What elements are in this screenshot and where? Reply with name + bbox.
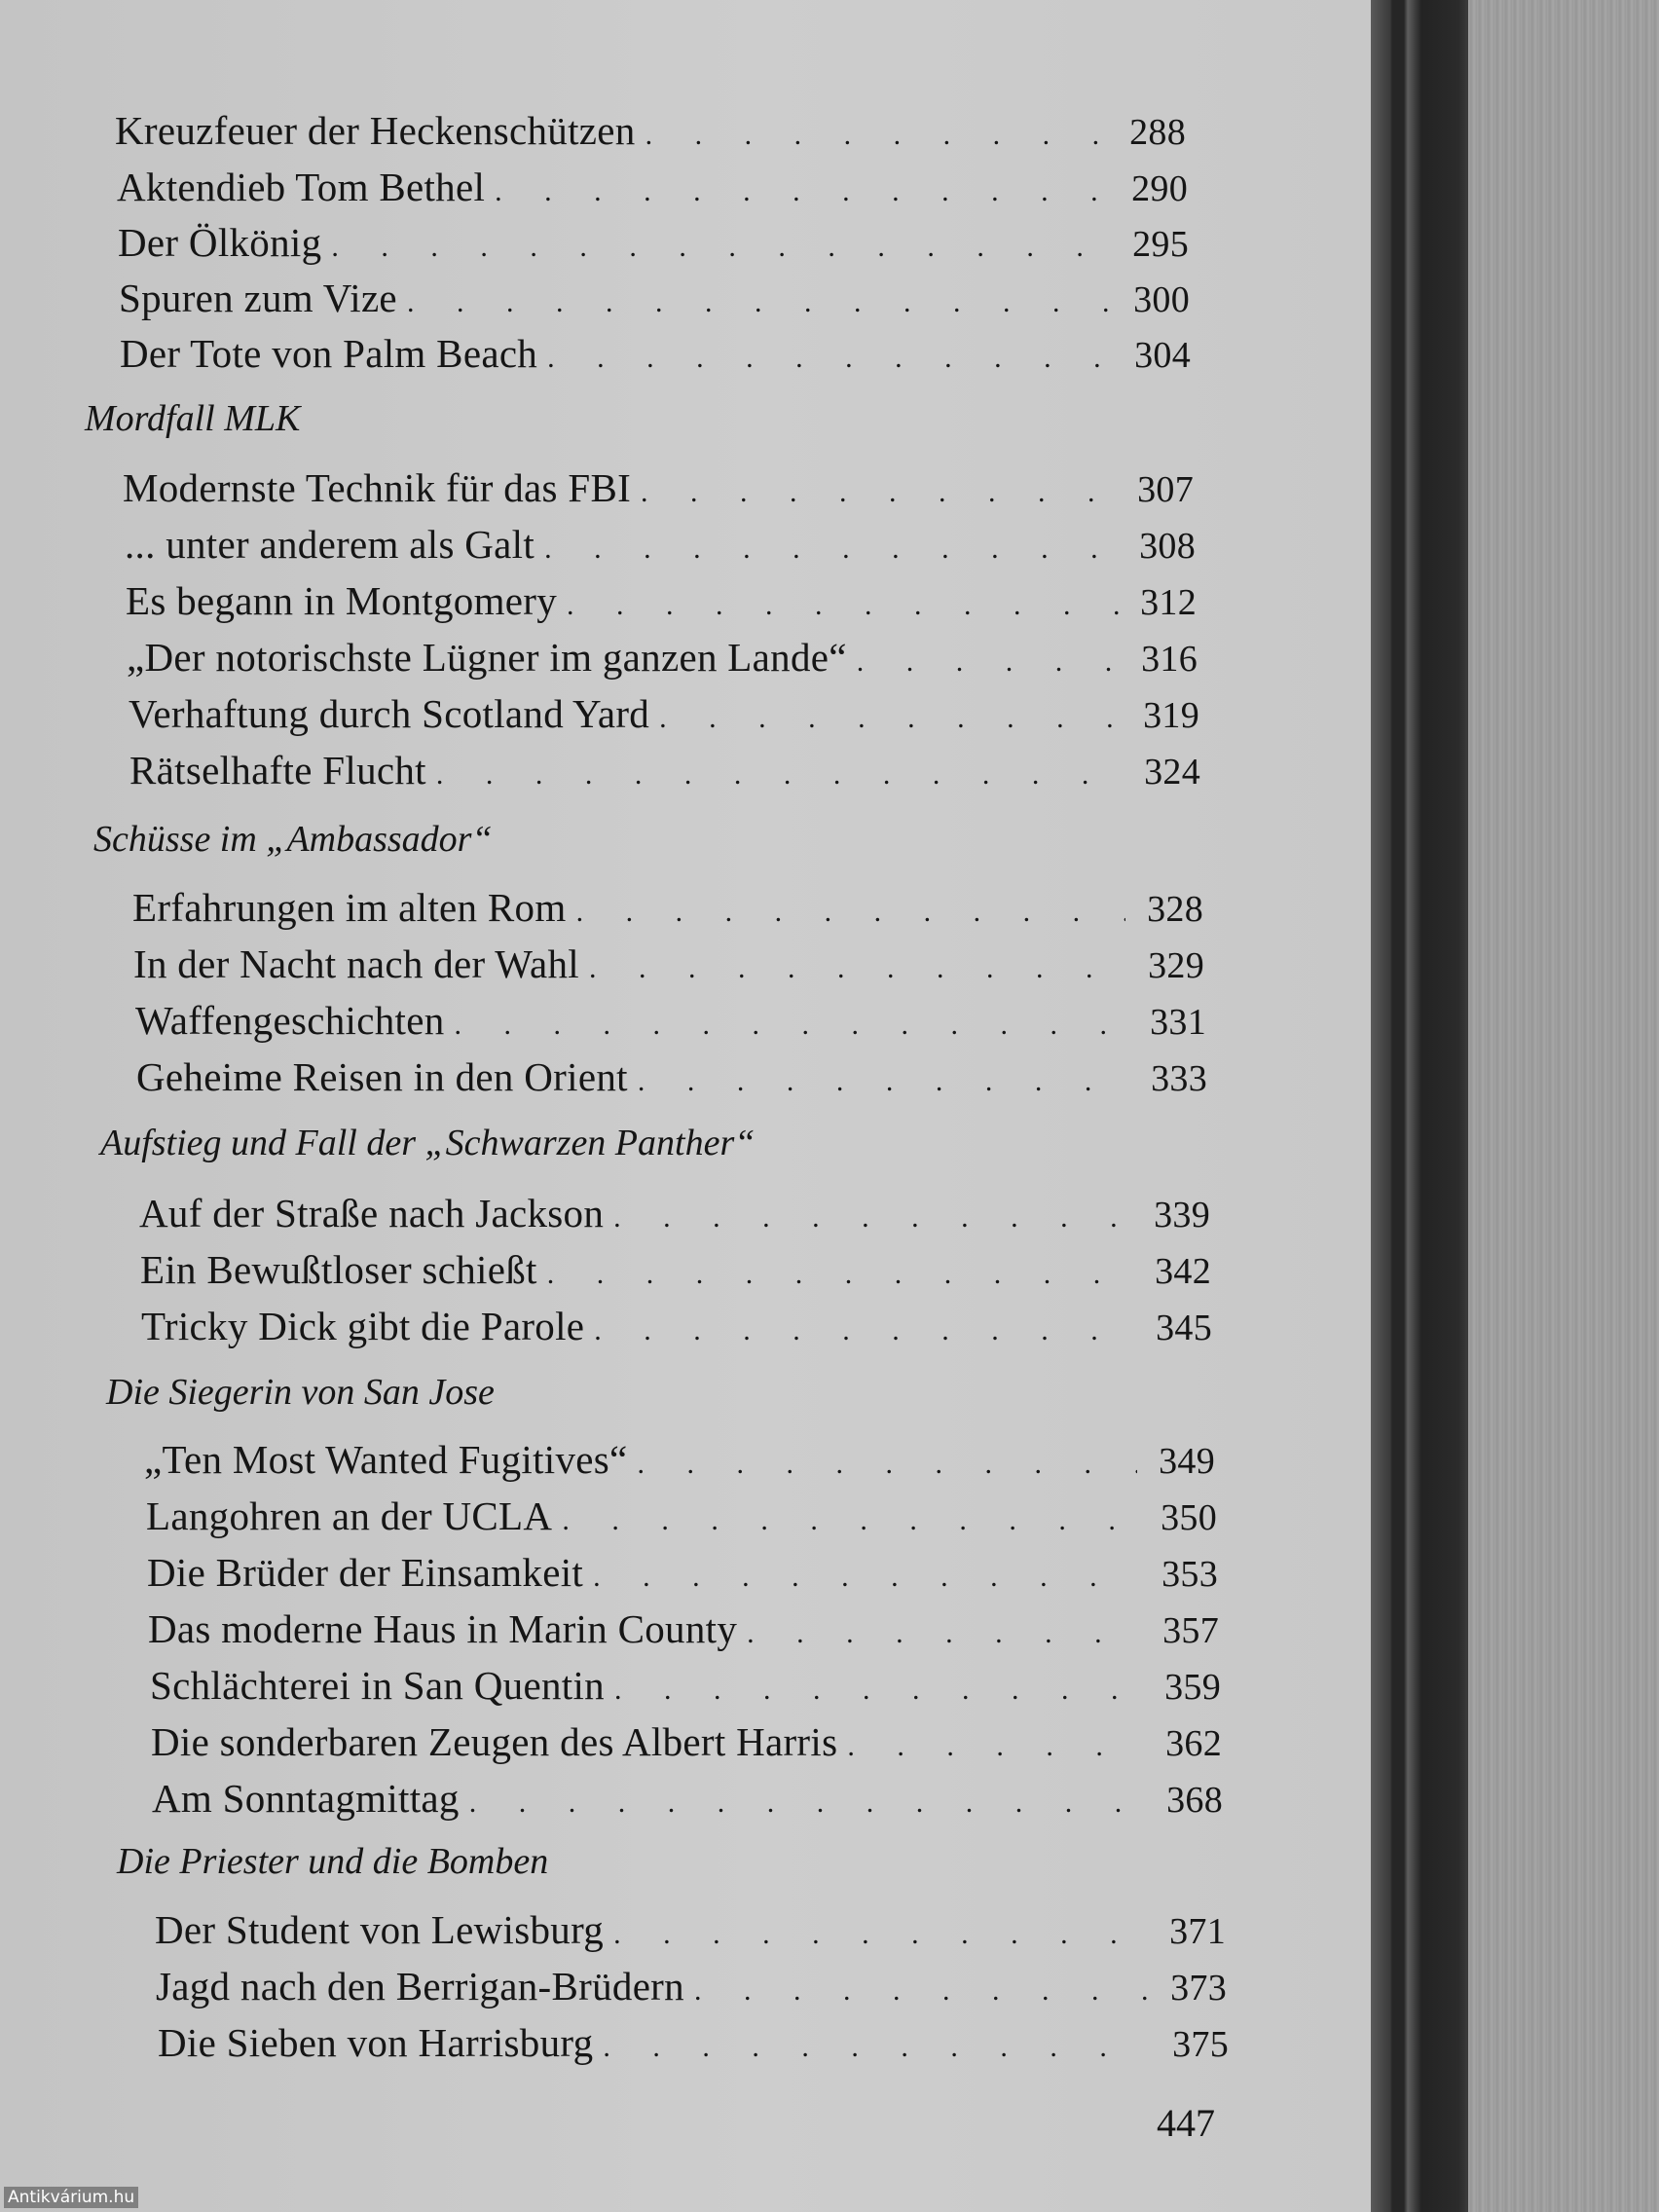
toc-entry-title: Die Sieben von Harrisburg bbox=[158, 2020, 594, 2065]
toc-entry bbox=[158, 2019, 1229, 2070]
dot-leader bbox=[552, 1504, 1139, 1537]
toc-section-heading: Die Priester und die Bomben bbox=[117, 1841, 549, 1882]
toc-entry-title: „Ten Most Wanted Fugitives“ bbox=[144, 1437, 628, 1482]
toc-entry bbox=[152, 1775, 1223, 1825]
toc-entry-page-number: 308 bbox=[1139, 526, 1196, 567]
dot-leader bbox=[567, 896, 1125, 929]
toc-entry bbox=[147, 1549, 1218, 1600]
toc-entry bbox=[139, 1190, 1210, 1240]
dot-leader bbox=[557, 589, 1119, 622]
toc-entry bbox=[155, 1906, 1226, 1957]
toc-entry bbox=[148, 1605, 1219, 1656]
dot-leader bbox=[537, 1258, 1133, 1291]
toc-entry-page-number: 324 bbox=[1144, 752, 1200, 793]
dot-leader bbox=[535, 533, 1118, 566]
toc-entry bbox=[151, 1718, 1222, 1769]
dot-leader bbox=[636, 119, 1108, 152]
toc-entry-title: In der Nacht nach der Wahl bbox=[133, 941, 579, 986]
toc-entry-title: Die sonderbaren Zeugen des Albert Harris bbox=[151, 1719, 838, 1764]
toc-entry-title: Der Tote von Palm Beach bbox=[120, 331, 538, 376]
toc-entry-page-number: 290 bbox=[1131, 168, 1188, 209]
toc-entry bbox=[118, 219, 1189, 270]
toc-entry bbox=[136, 1053, 1207, 1104]
toc-entry-page-number: 288 bbox=[1129, 112, 1186, 153]
toc-entry-title: Langohren an der UCLA bbox=[146, 1493, 553, 1538]
toc-entry bbox=[126, 577, 1197, 628]
toc-entry-title: Jagd nach den Berrigan-Brüdern bbox=[156, 1964, 684, 2009]
toc-entry-title: Rätselhafte Flucht bbox=[129, 748, 426, 793]
toc-entry-title: Ein Bewußtloser schießt bbox=[140, 1247, 537, 1292]
toc-entry bbox=[141, 1303, 1212, 1353]
dot-leader bbox=[426, 758, 1123, 792]
toc-entry-page-number: 342 bbox=[1155, 1251, 1211, 1292]
toc-entry-page-number: 371 bbox=[1169, 1911, 1226, 1952]
toc-entry-page-number: 295 bbox=[1132, 224, 1189, 265]
toc-entry-title: Tricky Dick gibt die Parole bbox=[141, 1304, 585, 1348]
toc-entry bbox=[127, 634, 1198, 684]
dot-leader bbox=[460, 1787, 1145, 1820]
dot-leader bbox=[485, 175, 1110, 208]
toc-entry-title: Erfahrungen im alten Rom bbox=[132, 885, 567, 930]
toc-entry-page-number: 331 bbox=[1150, 1002, 1206, 1043]
toc-entry-title: ... unter anderem als Galt bbox=[125, 522, 535, 567]
dot-leader bbox=[579, 952, 1126, 985]
toc-entry bbox=[133, 940, 1204, 991]
toc-entry-page-number: 357 bbox=[1162, 1610, 1219, 1651]
toc-entry-page-number: 349 bbox=[1159, 1441, 1215, 1482]
toc-entry-page-number: 319 bbox=[1143, 695, 1199, 736]
toc-entry-page-number: 368 bbox=[1166, 1780, 1223, 1821]
toc-entry-page-number: 373 bbox=[1170, 1968, 1227, 2009]
toc-entry bbox=[129, 690, 1199, 741]
watermark: Antikvárium.hu bbox=[4, 2187, 138, 2208]
toc-entry-title: Schlächterei in San Quentin bbox=[150, 1663, 605, 1708]
toc-entry-title: Aktendieb Tom Bethel bbox=[117, 165, 486, 209]
dot-leader bbox=[649, 702, 1122, 735]
toc-entry-page-number: 312 bbox=[1140, 582, 1197, 623]
toc-entry-title: Verhaftung durch Scotland Yard bbox=[129, 691, 650, 736]
dot-leader bbox=[628, 1448, 1137, 1481]
toc-entry-title: Die Brüder der Einsamkeit bbox=[147, 1550, 584, 1595]
toc-entry-page-number: 316 bbox=[1141, 639, 1198, 680]
background-board bbox=[1468, 0, 1659, 2212]
toc-entry-title: Auf der Straße nach Jackson bbox=[139, 1191, 605, 1235]
toc-entry bbox=[119, 275, 1190, 325]
toc-entry bbox=[117, 164, 1188, 214]
dot-leader bbox=[445, 1009, 1128, 1042]
toc-entry-page-number: 362 bbox=[1165, 1723, 1222, 1764]
toc-entry-title: Der Student von Lewisburg bbox=[155, 1907, 605, 1952]
toc-entry bbox=[120, 330, 1191, 381]
toc-section-heading: Mordfall MLK bbox=[85, 398, 301, 439]
page-number: 447 bbox=[1157, 2101, 1215, 2145]
toc-entry-title: Waffengeschichten bbox=[135, 998, 445, 1043]
toc-entry bbox=[150, 1662, 1221, 1713]
dot-leader bbox=[847, 645, 1120, 679]
dot-leader bbox=[628, 1065, 1129, 1098]
toc-entry bbox=[132, 884, 1203, 935]
dot-leader bbox=[837, 1730, 1144, 1763]
toc-entry-title: Kreuzfeuer der Heckenschützen bbox=[115, 108, 636, 153]
toc-entry-page-number: 328 bbox=[1147, 889, 1203, 930]
dot-leader bbox=[605, 1674, 1143, 1707]
toc-entry bbox=[140, 1246, 1211, 1297]
toc-entry-page-number: 350 bbox=[1161, 1497, 1217, 1538]
toc-entry-page-number: 300 bbox=[1133, 279, 1190, 320]
toc-entry bbox=[123, 464, 1194, 515]
dot-leader bbox=[321, 231, 1111, 264]
toc-entry-title: Modernste Technik für das FBI bbox=[123, 465, 632, 510]
toc-entry-title: „Der notorischste Lügner im ganzen Lande“ bbox=[127, 635, 847, 680]
dot-leader bbox=[397, 286, 1112, 319]
toc-entry-page-number: 307 bbox=[1137, 469, 1194, 510]
toc-entry bbox=[129, 747, 1200, 797]
toc-entry-title: Spuren zum Vize bbox=[119, 276, 397, 320]
toc-entry-page-number: 304 bbox=[1134, 335, 1191, 376]
dot-leader bbox=[583, 1561, 1140, 1594]
toc-section-heading: Die Siegerin von San Jose bbox=[106, 1372, 495, 1413]
dot-leader bbox=[604, 1918, 1148, 1951]
toc-entry-page-number: 375 bbox=[1172, 2024, 1229, 2065]
toc-section-heading: Aufstieg und Fall der „Schwarzen Panther“ bbox=[100, 1123, 756, 1163]
dot-leader bbox=[631, 476, 1116, 509]
dot-leader bbox=[737, 1617, 1141, 1650]
dot-leader bbox=[593, 2031, 1151, 2064]
toc-entry-title: Es begann in Montgomery bbox=[126, 578, 558, 623]
toc-entry bbox=[144, 1436, 1215, 1487]
toc-entry-page-number: 359 bbox=[1164, 1667, 1221, 1708]
toc-entry-title: Der Ölkönig bbox=[118, 220, 322, 265]
toc-entry-page-number: 339 bbox=[1154, 1195, 1210, 1235]
dot-leader bbox=[584, 1314, 1134, 1347]
toc-entry bbox=[156, 1963, 1227, 2013]
toc-entry bbox=[146, 1493, 1217, 1543]
toc-entry bbox=[125, 521, 1196, 571]
toc-entry-title: Am Sonntagmittag bbox=[152, 1776, 460, 1821]
dot-leader bbox=[684, 1974, 1149, 2008]
toc-entry-title: Geheime Reisen in den Orient bbox=[136, 1054, 628, 1099]
dot-leader bbox=[604, 1201, 1132, 1235]
toc-entry bbox=[135, 997, 1206, 1048]
toc-entry-title: Das moderne Haus in Marin County bbox=[148, 1606, 738, 1651]
toc-entry-page-number: 345 bbox=[1156, 1308, 1212, 1348]
toc-entry-page-number: 353 bbox=[1161, 1554, 1218, 1595]
toc-entry bbox=[115, 107, 1186, 158]
toc-section-heading: Schüsse im „Ambassador“ bbox=[93, 819, 493, 860]
book-spine bbox=[1371, 0, 1468, 2212]
dot-leader bbox=[537, 342, 1113, 375]
toc-entry-page-number: 329 bbox=[1148, 945, 1204, 986]
toc-entry-page-number: 333 bbox=[1151, 1058, 1207, 1099]
